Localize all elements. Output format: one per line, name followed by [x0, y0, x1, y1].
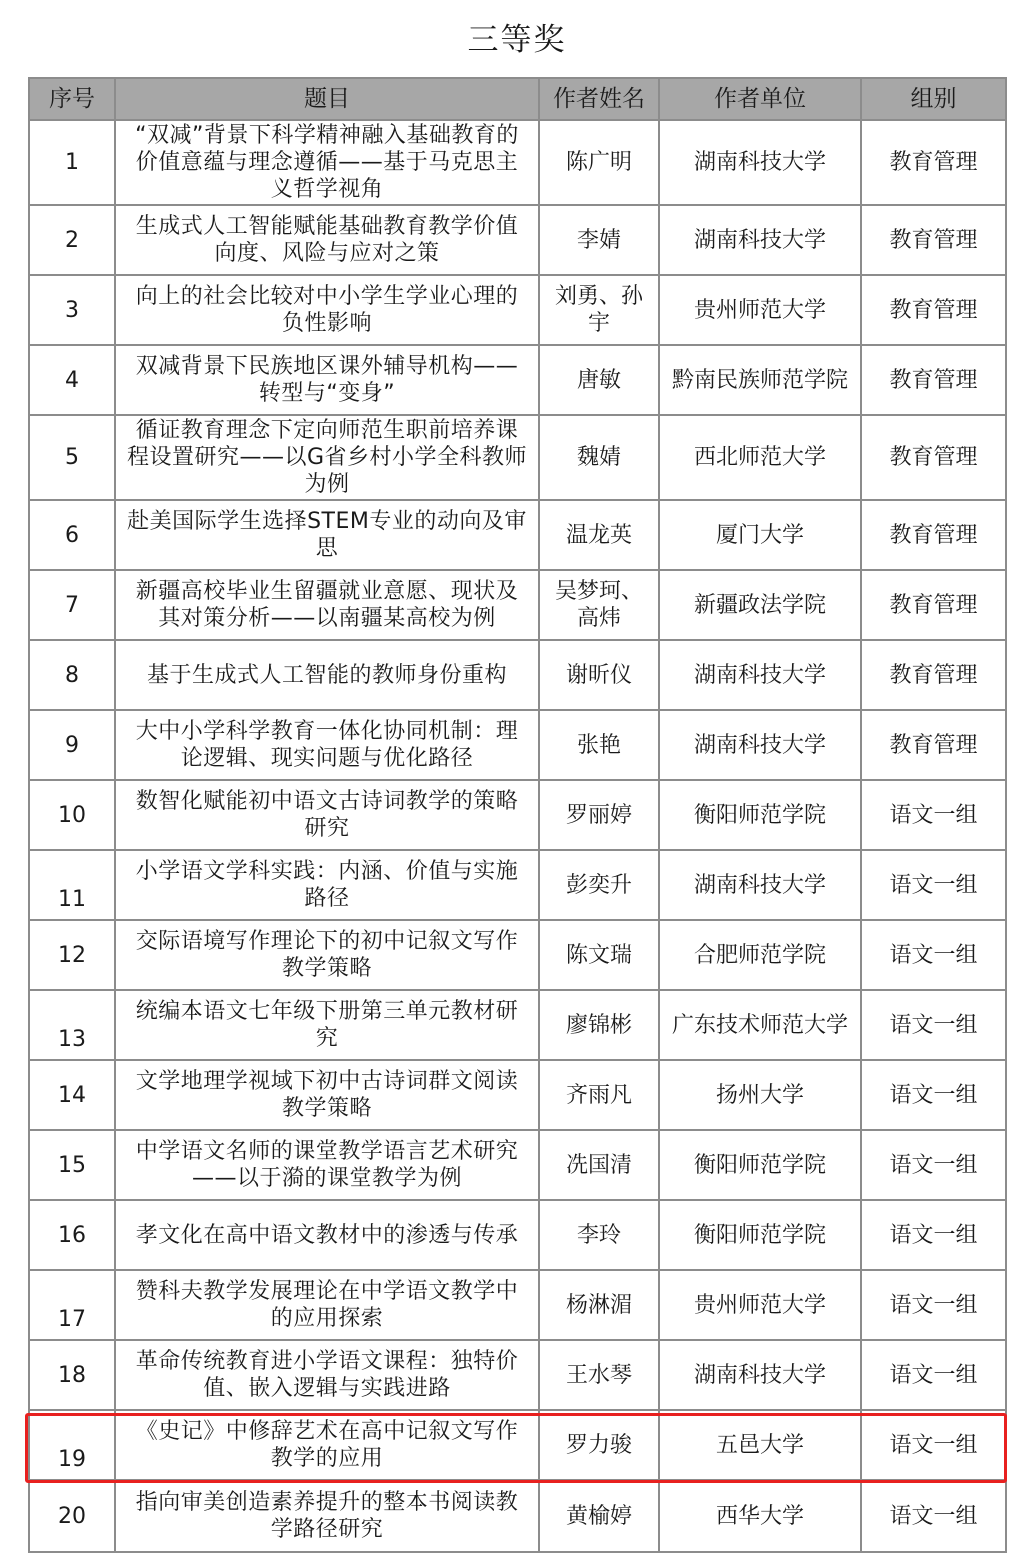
row-group: 教育管理 [861, 205, 1006, 275]
row-number: 7 [29, 570, 115, 640]
row-unit: 西华大学 [659, 1480, 861, 1552]
row-topic: 赞科夫教学发展理论在中学语文教学中的应用探索 [115, 1270, 539, 1340]
row-group: 教育管理 [861, 120, 1006, 205]
row-author: 廖锦彬 [539, 990, 659, 1060]
row-topic: 交际语境写作理论下的初中记叙文写作教学策略 [115, 920, 539, 990]
row-group: 教育管理 [861, 345, 1006, 415]
row-number: 5 [29, 415, 115, 500]
row-number: 10 [29, 780, 115, 850]
row-number: 1 [29, 120, 115, 205]
row-group: 语文一组 [861, 990, 1006, 1060]
row-number: 13 [29, 990, 115, 1060]
row-unit: 湖南科技大学 [659, 640, 861, 710]
row-number: 15 [29, 1130, 115, 1200]
row-group: 语文一组 [861, 1270, 1006, 1340]
row-topic: 小学语文学科实践：内涵、价值与实施路径 [115, 850, 539, 920]
row-author: 罗丽婷 [539, 780, 659, 850]
row-unit: 广东技术师范大学 [659, 990, 861, 1060]
row-unit: 新疆政法学院 [659, 570, 861, 640]
row-author: 李玲 [539, 1200, 659, 1270]
table-row [29, 1200, 1006, 1270]
table-row [29, 780, 1006, 850]
header-unit: 作者单位 [659, 78, 861, 120]
page-title: 三等奖 [467, 22, 567, 58]
award-table [28, 77, 1007, 1553]
row-group: 教育管理 [861, 275, 1006, 345]
row-topic: 数智化赋能初中语文古诗词教学的策略研究 [115, 780, 539, 850]
row-unit: 湖南科技大学 [659, 120, 861, 205]
row-number: 6 [29, 500, 115, 570]
row-number: 18 [29, 1340, 115, 1410]
row-unit: 贵州师范大学 [659, 1270, 861, 1340]
header-number: 序号 [29, 78, 115, 120]
row-author: 唐敏 [539, 345, 659, 415]
row-unit: 贵州师范大学 [659, 275, 861, 345]
row-author: 温龙英 [539, 500, 659, 570]
row-author: 彭奕升 [539, 850, 659, 920]
row-topic: 循证教育理念下定向师范生职前培养课程设置研究——以G省乡村小学全科教师为例 [115, 415, 539, 500]
table-row [29, 275, 1006, 345]
row-group: 教育管理 [861, 710, 1006, 780]
table-row [29, 1060, 1006, 1130]
table-row [29, 710, 1006, 780]
table-row [29, 1270, 1006, 1340]
table-header-row [29, 78, 1006, 120]
row-unit: 厦门大学 [659, 500, 861, 570]
row-unit: 衡阳师范学院 [659, 1200, 861, 1270]
row-unit: 湖南科技大学 [659, 710, 861, 780]
table-row [29, 1130, 1006, 1200]
row-number: 4 [29, 345, 115, 415]
row-group: 语文一组 [861, 1060, 1006, 1130]
row-group: 教育管理 [861, 570, 1006, 640]
row-topic: 孝文化在高中语文教材中的渗透与传承 [115, 1200, 539, 1270]
table-row [29, 120, 1006, 205]
table-row [29, 345, 1006, 415]
row-unit: 衡阳师范学院 [659, 1130, 861, 1200]
row-topic: 指向审美创造素养提升的整本书阅读教学路径研究 [115, 1480, 539, 1552]
table-row [29, 1480, 1006, 1552]
table-row [29, 415, 1006, 500]
row-topic: 大中小学科学教育一体化协同机制：理论逻辑、现实问题与优化路径 [115, 710, 539, 780]
row-group: 语文一组 [861, 1130, 1006, 1200]
table-row [29, 850, 1006, 920]
row-unit: 黔南民族师范学院 [659, 345, 861, 415]
row-unit: 合肥师范学院 [659, 920, 861, 990]
table-row [29, 640, 1006, 710]
row-author: 张艳 [539, 710, 659, 780]
row-topic: 革命传统教育进小学语文课程：独特价值、嵌入逻辑与实践进路 [115, 1340, 539, 1410]
table-row [29, 990, 1006, 1060]
row-unit: 衡阳师范学院 [659, 780, 861, 850]
row-author: 冼国清 [539, 1130, 659, 1200]
row-unit: 湖南科技大学 [659, 850, 861, 920]
table-row [29, 205, 1006, 275]
row-topic: 基于生成式人工智能的教师身份重构 [115, 640, 539, 710]
row-number: 14 [29, 1060, 115, 1130]
row-group: 语文一组 [861, 1340, 1006, 1410]
row-group: 语文一组 [861, 850, 1006, 920]
row-group: 语文一组 [861, 780, 1006, 850]
row-number: 19 [29, 1410, 115, 1480]
row-author: 黄榆婷 [539, 1480, 659, 1552]
row-number: 3 [29, 275, 115, 345]
row-topic: 《史记》中修辞艺术在高中记叙文写作教学的应用 [115, 1410, 539, 1480]
row-group: 语文一组 [861, 1480, 1006, 1552]
row-topic: 新疆高校毕业生留疆就业意愿、现状及其对策分析——以南疆某高校为例 [115, 570, 539, 640]
row-group: 教育管理 [861, 500, 1006, 570]
header-author: 作者姓名 [539, 78, 659, 120]
table-row-highlighted [29, 1410, 1006, 1480]
row-author: 谢昕仪 [539, 640, 659, 710]
row-topic: 生成式人工智能赋能基础教育教学价值向度、风险与应对之策 [115, 205, 539, 275]
row-author: 吴梦珂、高炜 [539, 570, 659, 640]
row-topic: 统编本语文七年级下册第三单元教材研究 [115, 990, 539, 1060]
row-topic: 文学地理学视域下初中古诗词群文阅读教学策略 [115, 1060, 539, 1130]
row-unit: 湖南科技大学 [659, 1340, 861, 1410]
row-author: 魏婧 [539, 415, 659, 500]
row-group: 语文一组 [861, 1410, 1006, 1480]
header-topic: 题目 [115, 78, 539, 120]
row-number: 12 [29, 920, 115, 990]
row-unit: 湖南科技大学 [659, 205, 861, 275]
row-author: 杨淋湄 [539, 1270, 659, 1340]
row-topic: 双减背景下民族地区课外辅导机构——转型与“变身” [115, 345, 539, 415]
row-topic: 向上的社会比较对中小学生学业心理的负性影响 [115, 275, 539, 345]
row-author: 齐雨凡 [539, 1060, 659, 1130]
row-number: 9 [29, 710, 115, 780]
row-author: 陈广明 [539, 120, 659, 205]
table-row [29, 920, 1006, 990]
row-topic: 赴美国际学生选择STEM专业的动向及审思 [115, 500, 539, 570]
row-number: 16 [29, 1200, 115, 1270]
row-number: 11 [29, 850, 115, 920]
row-number: 2 [29, 205, 115, 275]
row-author: 王水琴 [539, 1340, 659, 1410]
row-number: 17 [29, 1270, 115, 1340]
table-row [29, 1340, 1006, 1410]
row-author: 刘勇、孙宇 [539, 275, 659, 345]
row-group: 语文一组 [861, 920, 1006, 990]
row-group: 教育管理 [861, 415, 1006, 500]
table-row [29, 570, 1006, 640]
row-unit: 西北师范大学 [659, 415, 861, 500]
row-author: 李婧 [539, 205, 659, 275]
row-topic: 中学语文名师的课堂教学语言艺术研究——以于漪的课堂教学为例 [115, 1130, 539, 1200]
row-number: 8 [29, 640, 115, 710]
row-unit: 五邑大学 [659, 1410, 861, 1480]
row-group: 教育管理 [861, 640, 1006, 710]
row-author: 陈文瑞 [539, 920, 659, 990]
row-number: 20 [29, 1480, 115, 1552]
row-topic: “双减”背景下科学精神融入基础教育的价值意蕴与理念遵循——基于马克思主义哲学视角 [115, 120, 539, 205]
row-unit: 扬州大学 [659, 1060, 861, 1130]
header-group: 组别 [861, 78, 1006, 120]
table-row [29, 500, 1006, 570]
row-author: 罗力骏 [539, 1410, 659, 1480]
row-group: 语文一组 [861, 1200, 1006, 1270]
